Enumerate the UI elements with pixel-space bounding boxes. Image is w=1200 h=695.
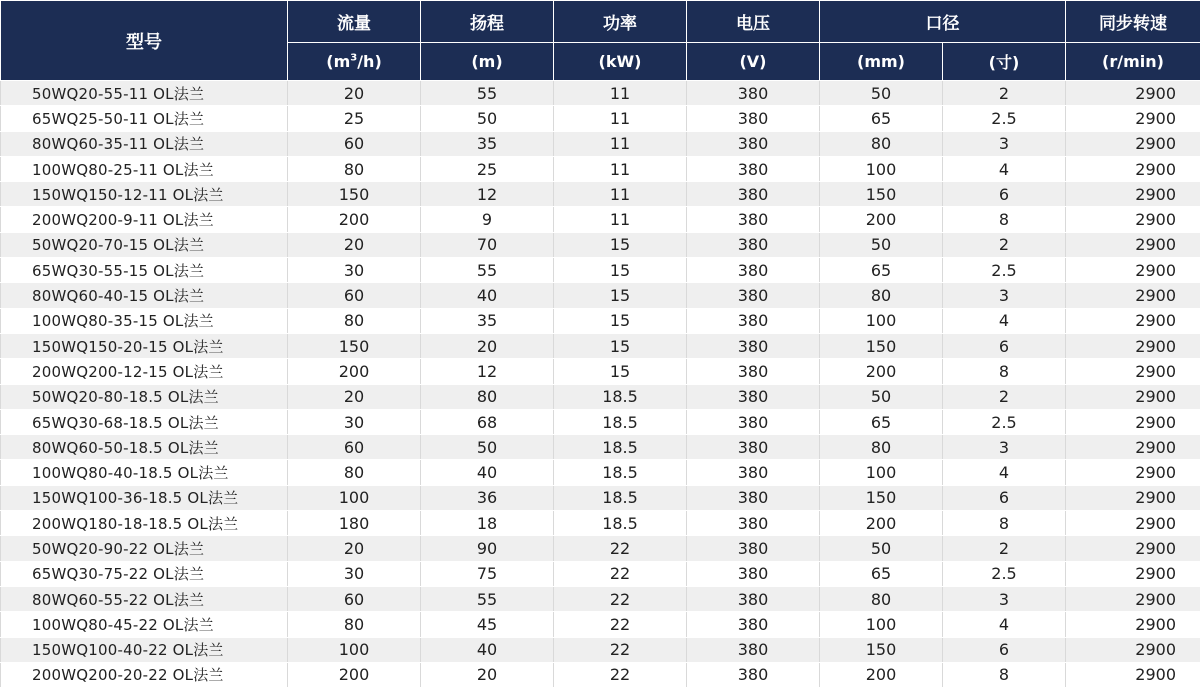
cell-power: 15 xyxy=(554,232,687,257)
cell-head: 40 xyxy=(421,283,554,308)
cell-diameter-mm: 150 xyxy=(820,333,943,358)
table-body xyxy=(1,81,1200,688)
table-row xyxy=(1,308,1200,333)
cell-speed: 2900 xyxy=(1066,359,1200,384)
cell-diameter-mm: 200 xyxy=(820,207,943,232)
cell-model: 200WQ200-12-15 OL法兰 xyxy=(1,359,288,384)
cell-diameter-cun: 8 xyxy=(943,207,1066,232)
cell-model: 150WQ100-36-18.5 OL法兰 xyxy=(1,485,288,510)
cell-diameter-mm: 80 xyxy=(820,435,943,460)
cell-diameter-mm: 50 xyxy=(820,536,943,561)
cell-head: 20 xyxy=(421,333,554,358)
header-diameter: 口径 xyxy=(820,1,1066,43)
table-row xyxy=(1,384,1200,409)
cell-flow: 60 xyxy=(288,283,421,308)
table-row xyxy=(1,536,1200,561)
cell-voltage: 380 xyxy=(687,156,820,181)
cell-speed: 2900 xyxy=(1066,106,1200,131)
cell-flow: 100 xyxy=(288,637,421,662)
unit-flow-suffix: /h) xyxy=(357,52,382,71)
cell-speed: 2900 xyxy=(1066,258,1200,283)
cell-speed: 2900 xyxy=(1066,662,1200,687)
cell-speed: 2900 xyxy=(1066,81,1200,106)
table-row xyxy=(1,612,1200,637)
cell-head: 18 xyxy=(421,511,554,536)
cell-model: 80WQ60-50-18.5 OL法兰 xyxy=(1,435,288,460)
header-voltage: 电压 xyxy=(687,1,820,43)
cell-diameter-cun: 8 xyxy=(943,662,1066,687)
cell-diameter-cun: 3 xyxy=(943,435,1066,460)
header-row-titles xyxy=(1,1,1200,43)
cell-power: 11 xyxy=(554,182,687,207)
cell-voltage: 380 xyxy=(687,511,820,536)
cell-diameter-cun: 8 xyxy=(943,359,1066,384)
cell-diameter-mm: 200 xyxy=(820,359,943,384)
cell-speed: 2900 xyxy=(1066,511,1200,536)
cell-voltage: 380 xyxy=(687,81,820,106)
cell-diameter-mm: 80 xyxy=(820,131,943,156)
unit-diameter-cun: (寸) xyxy=(943,43,1066,81)
cell-power: 22 xyxy=(554,612,687,637)
cell-power: 22 xyxy=(554,637,687,662)
table-row xyxy=(1,81,1200,106)
cell-diameter-mm: 65 xyxy=(820,409,943,434)
cell-diameter-cun: 2 xyxy=(943,384,1066,409)
cell-voltage: 380 xyxy=(687,460,820,485)
cell-head: 75 xyxy=(421,561,554,586)
table-row xyxy=(1,435,1200,460)
cell-head: 20 xyxy=(421,662,554,687)
cell-diameter-cun: 4 xyxy=(943,156,1066,181)
table-row xyxy=(1,586,1200,611)
cell-speed: 2900 xyxy=(1066,435,1200,460)
cell-diameter-cun: 2 xyxy=(943,81,1066,106)
table-row xyxy=(1,156,1200,181)
cell-flow: 150 xyxy=(288,182,421,207)
cell-flow: 80 xyxy=(288,460,421,485)
cell-diameter-cun: 2.5 xyxy=(943,106,1066,131)
cell-power: 18.5 xyxy=(554,409,687,434)
cell-flow: 30 xyxy=(288,258,421,283)
cell-model: 150WQ150-20-15 OL法兰 xyxy=(1,333,288,358)
header-head: 扬程 xyxy=(421,1,554,43)
cell-model: 150WQ150-12-11 OL法兰 xyxy=(1,182,288,207)
cell-speed: 2900 xyxy=(1066,460,1200,485)
cell-head: 50 xyxy=(421,106,554,131)
cell-voltage: 380 xyxy=(687,586,820,611)
cell-head: 80 xyxy=(421,384,554,409)
cell-model: 200WQ200-20-22 OL法兰 xyxy=(1,662,288,687)
table-row xyxy=(1,182,1200,207)
cell-voltage: 380 xyxy=(687,561,820,586)
cell-flow: 30 xyxy=(288,561,421,586)
cell-flow: 100 xyxy=(288,485,421,510)
cell-voltage: 380 xyxy=(687,283,820,308)
cell-diameter-cun: 3 xyxy=(943,131,1066,156)
header-power: 功率 xyxy=(554,1,687,43)
cell-head: 40 xyxy=(421,460,554,485)
table-row xyxy=(1,637,1200,662)
cell-model: 65WQ25-50-11 OL法兰 xyxy=(1,106,288,131)
header-model: 型号 xyxy=(1,1,288,81)
cell-power: 22 xyxy=(554,662,687,687)
cell-diameter-mm: 65 xyxy=(820,106,943,131)
cell-head: 36 xyxy=(421,485,554,510)
cell-flow: 60 xyxy=(288,586,421,611)
table-row xyxy=(1,460,1200,485)
cell-voltage: 380 xyxy=(687,182,820,207)
cell-speed: 2900 xyxy=(1066,283,1200,308)
cell-voltage: 380 xyxy=(687,207,820,232)
cell-voltage: 380 xyxy=(687,612,820,637)
cell-diameter-mm: 50 xyxy=(820,81,943,106)
cell-voltage: 380 xyxy=(687,384,820,409)
cell-model: 200WQ180-18-18.5 OL法兰 xyxy=(1,511,288,536)
cell-diameter-cun: 6 xyxy=(943,333,1066,358)
unit-power: (kW) xyxy=(554,43,687,81)
cell-diameter-mm: 80 xyxy=(820,586,943,611)
cell-flow: 20 xyxy=(288,232,421,257)
cell-voltage: 380 xyxy=(687,308,820,333)
cell-diameter-cun: 2 xyxy=(943,232,1066,257)
cell-diameter-mm: 50 xyxy=(820,232,943,257)
cell-speed: 2900 xyxy=(1066,409,1200,434)
cell-head: 55 xyxy=(421,586,554,611)
cell-diameter-cun: 3 xyxy=(943,283,1066,308)
cell-diameter-cun: 2 xyxy=(943,536,1066,561)
cell-model: 100WQ80-35-15 OL法兰 xyxy=(1,308,288,333)
cell-model: 100WQ80-25-11 OL法兰 xyxy=(1,156,288,181)
cell-flow: 200 xyxy=(288,662,421,687)
cell-head: 90 xyxy=(421,536,554,561)
cell-flow: 200 xyxy=(288,207,421,232)
cell-head: 35 xyxy=(421,308,554,333)
cell-diameter-cun: 3 xyxy=(943,586,1066,611)
cell-diameter-mm: 100 xyxy=(820,460,943,485)
table-row xyxy=(1,283,1200,308)
cell-model: 50WQ20-55-11 OL法兰 xyxy=(1,81,288,106)
cell-head: 40 xyxy=(421,637,554,662)
table-row xyxy=(1,131,1200,156)
cell-power: 15 xyxy=(554,333,687,358)
cell-power: 22 xyxy=(554,586,687,611)
cell-diameter-cun: 2.5 xyxy=(943,409,1066,434)
cell-diameter-mm: 50 xyxy=(820,384,943,409)
cell-speed: 2900 xyxy=(1066,586,1200,611)
cell-head: 12 xyxy=(421,182,554,207)
table-row xyxy=(1,232,1200,257)
cell-model: 50WQ20-70-15 OL法兰 xyxy=(1,232,288,257)
cell-model: 65WQ30-75-22 OL法兰 xyxy=(1,561,288,586)
table-row xyxy=(1,409,1200,434)
unit-speed: (r/min) xyxy=(1066,43,1200,81)
cell-head: 70 xyxy=(421,232,554,257)
table-row xyxy=(1,207,1200,232)
cell-speed: 2900 xyxy=(1066,308,1200,333)
cell-power: 18.5 xyxy=(554,485,687,510)
cell-flow: 80 xyxy=(288,308,421,333)
cell-model: 100WQ80-45-22 OL法兰 xyxy=(1,612,288,637)
cell-diameter-mm: 100 xyxy=(820,308,943,333)
cell-diameter-mm: 150 xyxy=(820,485,943,510)
table-header xyxy=(1,1,1200,81)
unit-flow-superscript: 3 xyxy=(350,52,358,64)
cell-speed: 2900 xyxy=(1066,131,1200,156)
cell-voltage: 380 xyxy=(687,435,820,460)
cell-voltage: 380 xyxy=(687,409,820,434)
cell-flow: 30 xyxy=(288,409,421,434)
table-row xyxy=(1,106,1200,131)
cell-speed: 2900 xyxy=(1066,561,1200,586)
cell-diameter-cun: 4 xyxy=(943,308,1066,333)
cell-power: 11 xyxy=(554,131,687,156)
cell-speed: 2900 xyxy=(1066,485,1200,510)
cell-flow: 150 xyxy=(288,333,421,358)
cell-flow: 25 xyxy=(288,106,421,131)
cell-diameter-mm: 80 xyxy=(820,283,943,308)
cell-flow: 180 xyxy=(288,511,421,536)
cell-power: 15 xyxy=(554,283,687,308)
cell-flow: 60 xyxy=(288,435,421,460)
cell-flow: 20 xyxy=(288,81,421,106)
cell-voltage: 380 xyxy=(687,106,820,131)
cell-diameter-mm: 100 xyxy=(820,612,943,637)
cell-power: 15 xyxy=(554,258,687,283)
cell-head: 50 xyxy=(421,435,554,460)
cell-diameter-mm: 150 xyxy=(820,637,943,662)
cell-diameter-cun: 2.5 xyxy=(943,258,1066,283)
table-row xyxy=(1,258,1200,283)
unit-diameter-mm: (mm) xyxy=(820,43,943,81)
unit-voltage: (V) xyxy=(687,43,820,81)
cell-speed: 2900 xyxy=(1066,207,1200,232)
cell-speed: 2900 xyxy=(1066,232,1200,257)
cell-voltage: 380 xyxy=(687,131,820,156)
cell-voltage: 380 xyxy=(687,333,820,358)
cell-speed: 2900 xyxy=(1066,384,1200,409)
cell-model: 65WQ30-55-15 OL法兰 xyxy=(1,258,288,283)
cell-model: 150WQ100-40-22 OL法兰 xyxy=(1,637,288,662)
cell-diameter-cun: 4 xyxy=(943,460,1066,485)
unit-head: (m) xyxy=(421,43,554,81)
header-speed: 同步转速 xyxy=(1066,1,1200,43)
cell-model: 80WQ60-55-22 OL法兰 xyxy=(1,586,288,611)
cell-speed: 2900 xyxy=(1066,536,1200,561)
table-row xyxy=(1,662,1200,687)
cell-power: 11 xyxy=(554,156,687,181)
cell-voltage: 380 xyxy=(687,662,820,687)
cell-power: 15 xyxy=(554,359,687,384)
table-row xyxy=(1,485,1200,510)
cell-model: 200WQ200-9-11 OL法兰 xyxy=(1,207,288,232)
cell-flow: 80 xyxy=(288,156,421,181)
cell-speed: 2900 xyxy=(1066,612,1200,637)
cell-voltage: 380 xyxy=(687,637,820,662)
cell-diameter-mm: 200 xyxy=(820,662,943,687)
cell-diameter-mm: 65 xyxy=(820,258,943,283)
cell-voltage: 380 xyxy=(687,485,820,510)
cell-model: 80WQ60-40-15 OL法兰 xyxy=(1,283,288,308)
cell-power: 15 xyxy=(554,308,687,333)
table-row xyxy=(1,333,1200,358)
cell-power: 11 xyxy=(554,81,687,106)
table-row xyxy=(1,511,1200,536)
cell-speed: 2900 xyxy=(1066,156,1200,181)
table-row xyxy=(1,359,1200,384)
cell-power: 18.5 xyxy=(554,384,687,409)
cell-power: 22 xyxy=(554,561,687,586)
cell-diameter-cun: 4 xyxy=(943,612,1066,637)
cell-voltage: 380 xyxy=(687,258,820,283)
cell-head: 68 xyxy=(421,409,554,434)
cell-diameter-cun: 6 xyxy=(943,485,1066,510)
cell-head: 12 xyxy=(421,359,554,384)
header-flow: 流量 xyxy=(288,1,421,43)
cell-model: 80WQ60-35-11 OL法兰 xyxy=(1,131,288,156)
cell-model: 50WQ20-90-22 OL法兰 xyxy=(1,536,288,561)
cell-head: 25 xyxy=(421,156,554,181)
cell-flow: 20 xyxy=(288,384,421,409)
cell-flow: 80 xyxy=(288,612,421,637)
cell-power: 22 xyxy=(554,536,687,561)
cell-flow: 20 xyxy=(288,536,421,561)
cell-head: 45 xyxy=(421,612,554,637)
cell-power: 11 xyxy=(554,106,687,131)
cell-power: 18.5 xyxy=(554,435,687,460)
cell-power: 11 xyxy=(554,207,687,232)
cell-model: 50WQ20-80-18.5 OL法兰 xyxy=(1,384,288,409)
cell-head: 35 xyxy=(421,131,554,156)
cell-voltage: 380 xyxy=(687,536,820,561)
cell-head: 9 xyxy=(421,207,554,232)
cell-diameter-cun: 2.5 xyxy=(943,561,1066,586)
cell-diameter-mm: 150 xyxy=(820,182,943,207)
unit-flow-prefix: (m xyxy=(326,52,351,71)
cell-voltage: 380 xyxy=(687,232,820,257)
cell-speed: 2900 xyxy=(1066,637,1200,662)
cell-flow: 200 xyxy=(288,359,421,384)
cell-head: 55 xyxy=(421,258,554,283)
cell-diameter-mm: 100 xyxy=(820,156,943,181)
cell-model: 100WQ80-40-18.5 OL法兰 xyxy=(1,460,288,485)
cell-diameter-mm: 65 xyxy=(820,561,943,586)
cell-diameter-cun: 6 xyxy=(943,637,1066,662)
cell-model: 65WQ30-68-18.5 OL法兰 xyxy=(1,409,288,434)
cell-power: 18.5 xyxy=(554,460,687,485)
unit-flow xyxy=(288,43,421,81)
cell-diameter-mm: 200 xyxy=(820,511,943,536)
cell-speed: 2900 xyxy=(1066,182,1200,207)
cell-head: 55 xyxy=(421,81,554,106)
cell-diameter-cun: 8 xyxy=(943,511,1066,536)
cell-speed: 2900 xyxy=(1066,333,1200,358)
table-row xyxy=(1,561,1200,586)
cell-voltage: 380 xyxy=(687,359,820,384)
cell-flow: 60 xyxy=(288,131,421,156)
cell-diameter-cun: 6 xyxy=(943,182,1066,207)
cell-power: 18.5 xyxy=(554,511,687,536)
